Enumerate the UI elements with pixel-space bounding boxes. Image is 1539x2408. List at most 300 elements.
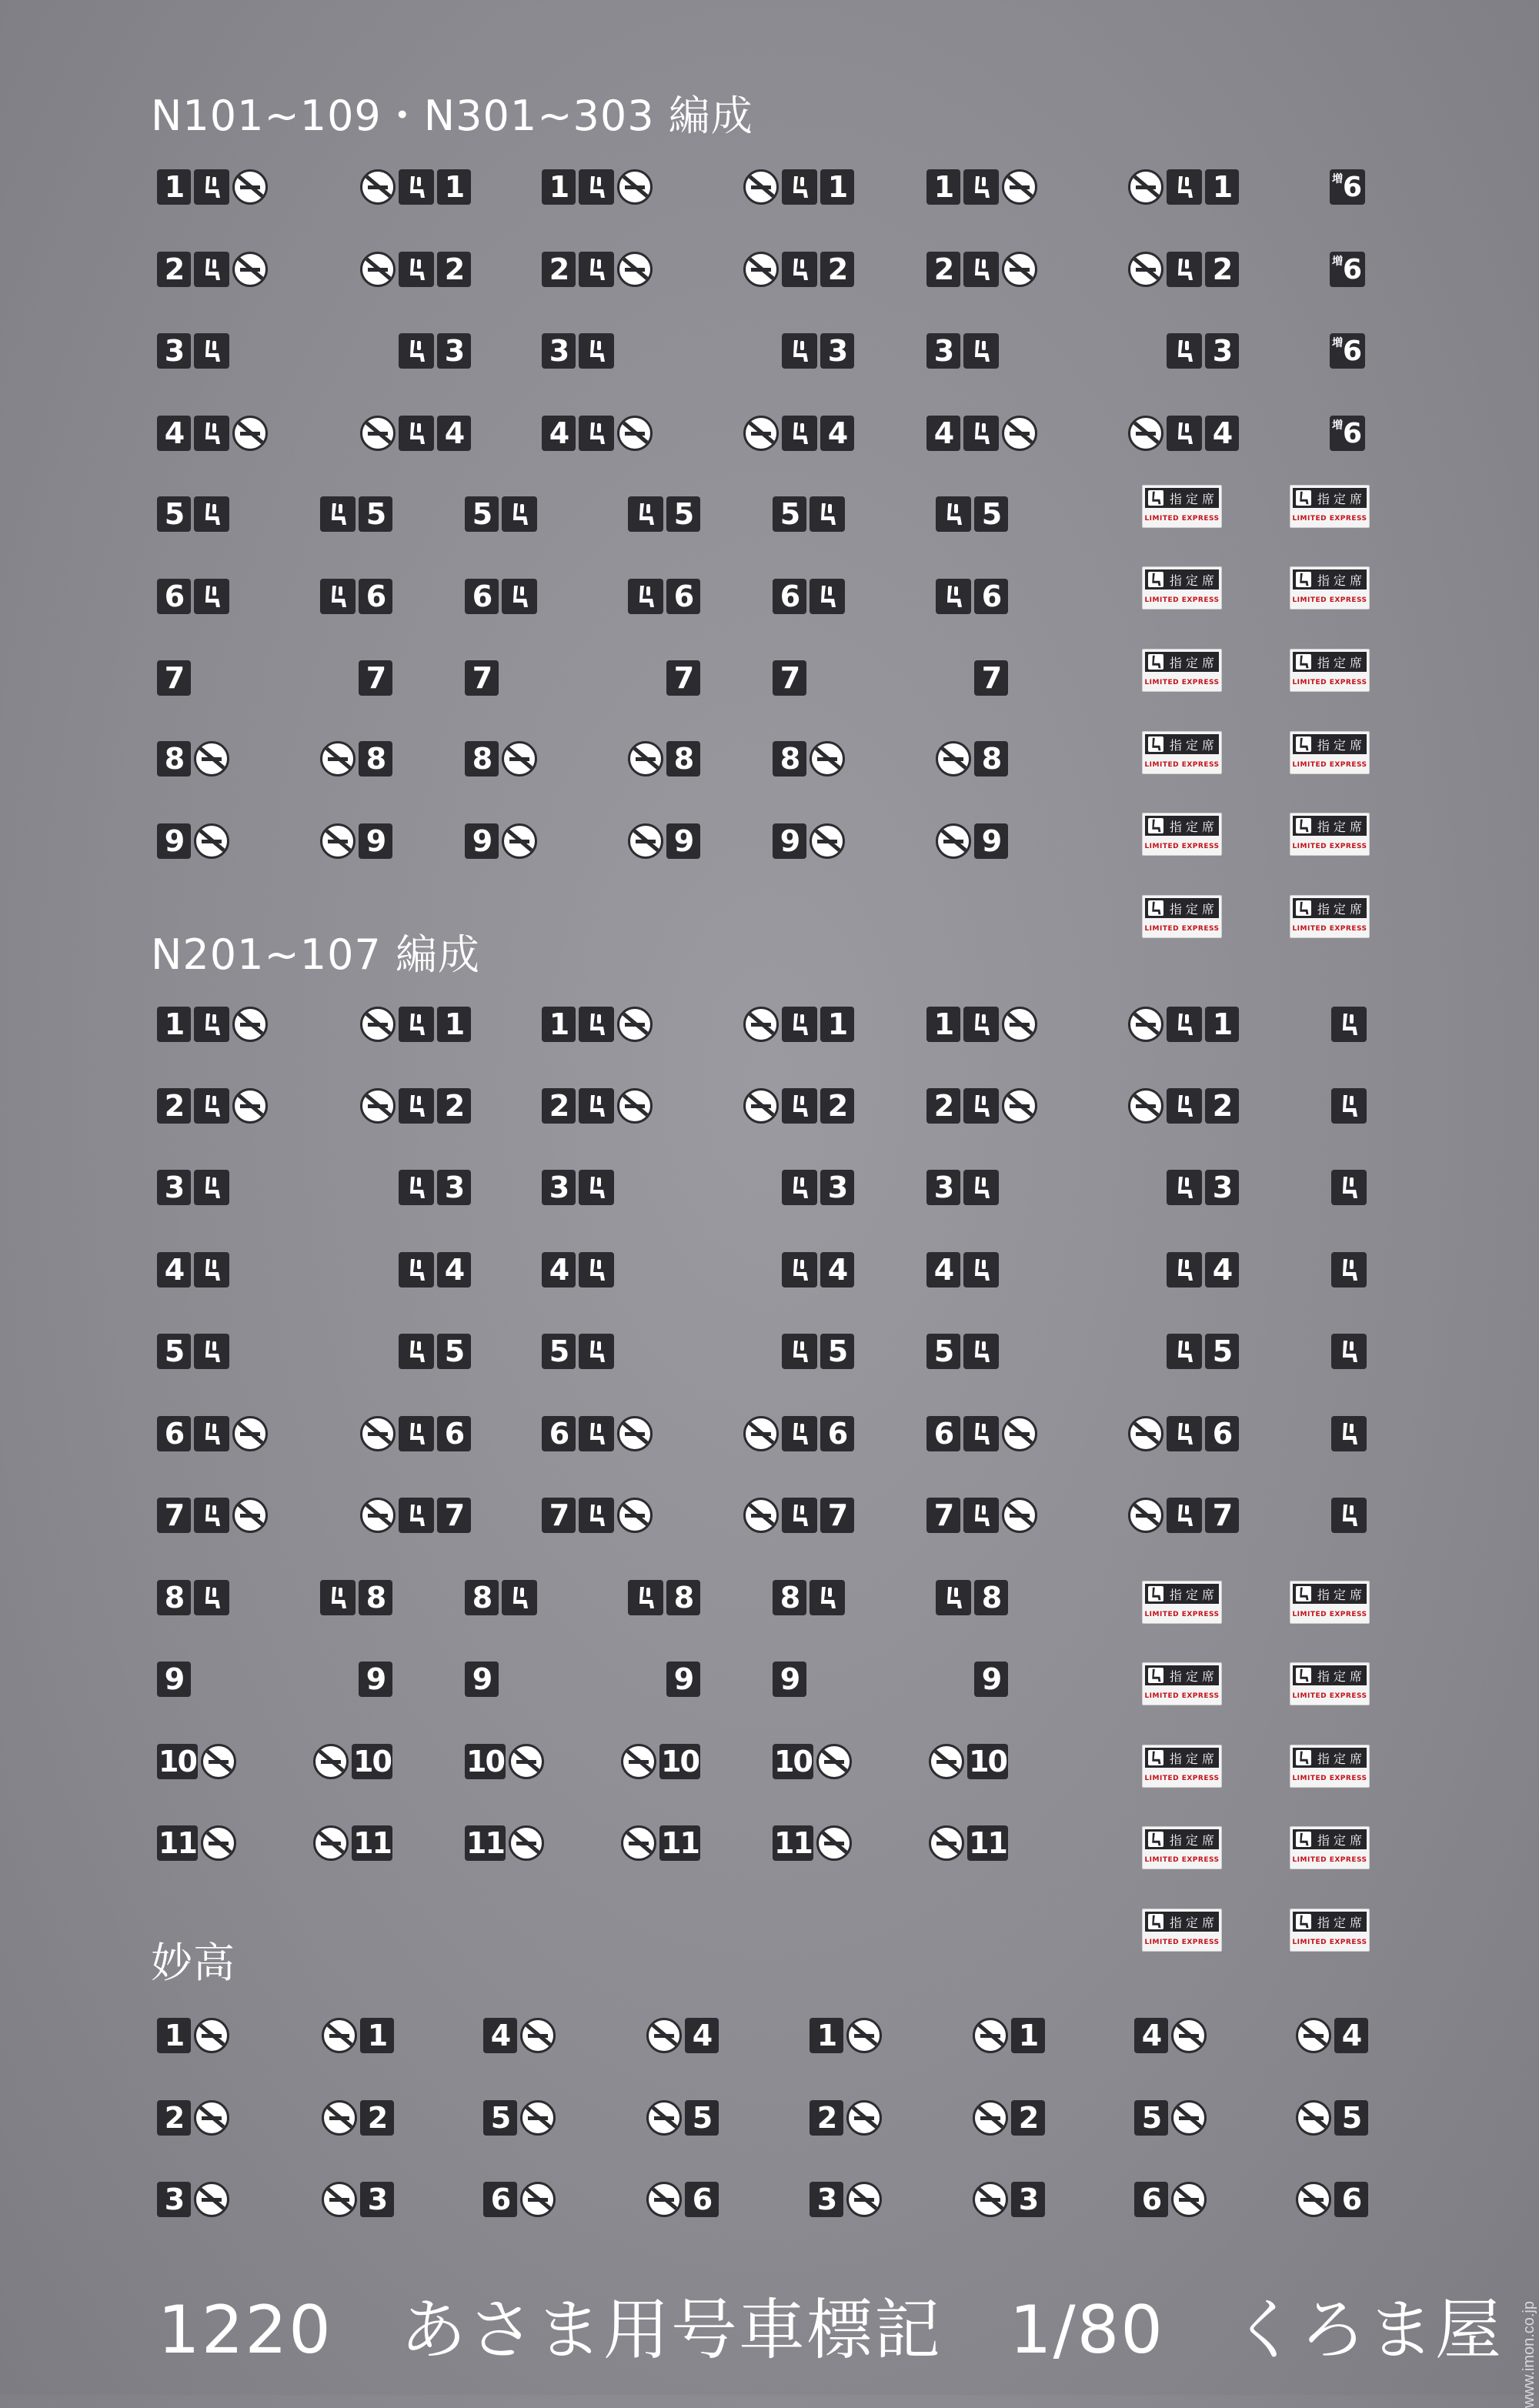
car-number-box: 6 bbox=[926, 1416, 960, 1451]
car-number-box: 4 bbox=[157, 1252, 191, 1287]
seat-icon bbox=[1148, 1668, 1163, 1683]
car-number-label bbox=[360, 416, 471, 451]
car-number-label bbox=[1167, 1170, 1239, 1205]
car-number-label bbox=[810, 2182, 882, 2217]
reserved-seat-plate bbox=[1290, 566, 1370, 610]
car-number-label bbox=[399, 1252, 471, 1287]
reserved-seat-plate bbox=[1290, 1909, 1370, 1952]
car-number-box: 1 bbox=[157, 1007, 191, 1042]
car-number-label bbox=[465, 741, 537, 777]
car-number-box: 10 bbox=[353, 1745, 391, 1778]
car-number-box: 5 bbox=[1134, 2100, 1168, 2136]
car-number-box: 5 bbox=[157, 496, 191, 532]
seat-icon bbox=[963, 1498, 999, 1533]
car-number-label bbox=[773, 660, 806, 696]
seat-icon bbox=[810, 1580, 845, 1615]
car-number-label bbox=[1128, 416, 1239, 451]
no-smoking-icon bbox=[936, 741, 971, 777]
no-smoking-icon bbox=[194, 2100, 229, 2136]
car-number-box: 4 bbox=[1134, 2018, 1168, 2053]
seat-icon bbox=[782, 1088, 817, 1124]
reserved-seat-plate bbox=[1142, 1662, 1222, 1705]
no-smoking-icon bbox=[810, 823, 845, 859]
car-number-box: 2 bbox=[926, 1088, 960, 1124]
no-smoking-icon bbox=[617, 252, 653, 287]
car-number-box: 2 bbox=[542, 252, 576, 287]
car-number-label bbox=[1296, 2100, 1368, 2136]
car-number-box: 4 bbox=[1205, 1252, 1239, 1287]
car-number-label bbox=[743, 1088, 854, 1124]
seat-icon bbox=[399, 169, 434, 205]
car-number-box: 5 bbox=[666, 496, 700, 532]
car-number-box: 6 bbox=[157, 1416, 191, 1451]
no-smoking-icon bbox=[617, 416, 653, 451]
car-number-label bbox=[157, 1007, 268, 1042]
car-number-label bbox=[542, 333, 614, 369]
no-smoking-icon bbox=[1128, 1088, 1163, 1124]
car-number-label bbox=[782, 333, 854, 369]
car-number-box: 2 bbox=[437, 252, 471, 287]
car-number-box: 3 bbox=[157, 1170, 191, 1205]
seat-icon bbox=[782, 1252, 817, 1287]
car-number-label bbox=[1134, 2100, 1207, 2136]
car-number-label bbox=[1128, 252, 1239, 287]
car-number-label bbox=[926, 1170, 999, 1205]
plate-english: LIMITED EXPRESS bbox=[1144, 843, 1220, 850]
no-smoking-icon bbox=[360, 1498, 396, 1533]
no-smoking-icon bbox=[313, 1744, 349, 1779]
no-smoking-icon bbox=[520, 2018, 556, 2053]
seat-icon bbox=[399, 1334, 434, 1369]
car-number-label bbox=[743, 1007, 854, 1042]
car-number-label bbox=[773, 1580, 845, 1615]
car-number-box: 3 bbox=[820, 1170, 854, 1205]
seat-icon bbox=[1148, 1914, 1163, 1929]
no-smoking-icon bbox=[360, 416, 396, 451]
seat-icon bbox=[502, 1580, 537, 1615]
car-number-box: 2 bbox=[926, 252, 960, 287]
plate-kanji: 指 定 席 bbox=[1317, 737, 1362, 753]
plate-english: LIMITED EXPRESS bbox=[1292, 679, 1367, 686]
car-number-box: 3 bbox=[820, 333, 854, 369]
car-number-box: 6 bbox=[685, 2182, 719, 2217]
car-number-label bbox=[1128, 1416, 1239, 1451]
car-number-label bbox=[157, 741, 229, 777]
seat-icon bbox=[963, 1334, 999, 1369]
car-number-label bbox=[973, 2182, 1045, 2217]
no-smoking-icon bbox=[810, 741, 845, 777]
no-smoking-icon bbox=[509, 1744, 544, 1779]
car-number-label bbox=[542, 1252, 614, 1287]
extension-car-mark: 増 6 bbox=[1330, 169, 1365, 205]
car-number-label bbox=[929, 1744, 1008, 1779]
car-number-label bbox=[1167, 333, 1239, 369]
car-number-box: 4 bbox=[926, 416, 960, 451]
seat-icon bbox=[579, 1416, 614, 1451]
no-smoking-icon bbox=[322, 2182, 357, 2217]
car-number-box: 1 bbox=[437, 169, 471, 205]
plate-english: LIMITED EXPRESS bbox=[1292, 1939, 1367, 1946]
no-smoking-icon bbox=[621, 1744, 656, 1779]
car-number-label bbox=[666, 660, 700, 696]
no-smoking-icon bbox=[743, 252, 779, 287]
no-smoking-icon bbox=[520, 2100, 556, 2136]
seat-icon bbox=[1167, 1088, 1202, 1124]
no-smoking-icon bbox=[1128, 1498, 1163, 1533]
seat-icon bbox=[579, 333, 614, 369]
no-smoking-icon bbox=[194, 823, 229, 859]
no-smoking-icon bbox=[360, 252, 396, 287]
reserved-seat-plate bbox=[1290, 895, 1370, 938]
car-number-box: 6 bbox=[773, 579, 806, 614]
product-footer: 1220 あさま用号車標記 1/80 くろま屋 bbox=[158, 2292, 1504, 2369]
seat-icon bbox=[1296, 1914, 1311, 1929]
seat-icon bbox=[1331, 1088, 1367, 1124]
car-number-box: 7 bbox=[666, 660, 700, 696]
car-number-box: 9 bbox=[465, 823, 499, 859]
seat-icon bbox=[1148, 1586, 1163, 1601]
car-number-label bbox=[359, 660, 392, 696]
plate-kanji: 指 定 席 bbox=[1169, 1915, 1214, 1930]
car-number-box: 8 bbox=[359, 1580, 392, 1615]
car-number-label bbox=[926, 1498, 1037, 1533]
car-number-box: 4 bbox=[1205, 416, 1239, 451]
car-number-label bbox=[542, 1416, 653, 1451]
car-number-box: 1 bbox=[1205, 1007, 1239, 1042]
car-number-label bbox=[628, 823, 700, 859]
no-smoking-icon bbox=[973, 2182, 1008, 2217]
car-number-label bbox=[157, 1498, 268, 1533]
car-number-box: 1 bbox=[157, 169, 191, 205]
car-number-box: 11 bbox=[466, 1826, 504, 1860]
no-smoking-icon bbox=[320, 823, 356, 859]
car-number-label bbox=[360, 1007, 471, 1042]
seat-icon bbox=[399, 1088, 434, 1124]
car-number-box: 6 bbox=[465, 579, 499, 614]
car-number-box: 2 bbox=[157, 2100, 191, 2136]
car-number-box: 6 bbox=[359, 579, 392, 614]
car-number-box: 3 bbox=[926, 333, 960, 369]
car-number-label bbox=[773, 823, 845, 859]
plate-english: LIMITED EXPRESS bbox=[1144, 1775, 1220, 1782]
seat-icon bbox=[782, 1334, 817, 1369]
seat-icon bbox=[1296, 572, 1311, 587]
car-number-label bbox=[926, 416, 1037, 451]
no-smoking-icon bbox=[1002, 1416, 1037, 1451]
car-number-label bbox=[1167, 1252, 1239, 1287]
plate-kanji: 指 定 席 bbox=[1317, 491, 1362, 506]
plate-kanji: 指 定 席 bbox=[1317, 655, 1362, 670]
car-number-label bbox=[926, 1334, 999, 1369]
no-smoking-icon bbox=[846, 2100, 882, 2136]
seat-icon bbox=[936, 496, 971, 532]
seat-icon bbox=[194, 169, 229, 205]
seat-icon bbox=[194, 1007, 229, 1042]
car-number-label bbox=[157, 333, 229, 369]
no-smoking-icon bbox=[743, 416, 779, 451]
plate-english: LIMITED EXPRESS bbox=[1144, 1611, 1220, 1618]
car-number-label bbox=[773, 1825, 852, 1861]
car-number-box: 8 bbox=[974, 1580, 1008, 1615]
seat-icon bbox=[936, 579, 971, 614]
plate-english: LIMITED EXPRESS bbox=[1144, 596, 1220, 604]
car-number-label bbox=[157, 1744, 236, 1779]
car-number-box: 11 bbox=[774, 1826, 812, 1860]
car-number-box: 7 bbox=[465, 660, 499, 696]
car-number-box: 6 bbox=[974, 579, 1008, 614]
car-number-box: 7 bbox=[542, 1498, 576, 1533]
seat-icon bbox=[628, 496, 663, 532]
no-smoking-icon bbox=[646, 2182, 682, 2217]
seat-icon bbox=[628, 579, 663, 614]
no-smoking-icon bbox=[936, 823, 971, 859]
no-smoking-icon bbox=[232, 1007, 268, 1042]
seat-icon bbox=[194, 1170, 229, 1205]
seat-icon bbox=[1148, 900, 1163, 916]
car-number-label bbox=[926, 333, 999, 369]
plate-english: LIMITED EXPRESS bbox=[1292, 761, 1367, 769]
car-number-label bbox=[936, 579, 1008, 614]
no-smoking-icon bbox=[1128, 169, 1163, 205]
seat-icon bbox=[782, 1498, 817, 1533]
car-number-label bbox=[157, 823, 229, 859]
car-number-box: 1 bbox=[1011, 2018, 1045, 2053]
car-number-label bbox=[973, 2100, 1045, 2136]
car-number-label bbox=[1331, 1498, 1367, 1533]
car-number-box: 2 bbox=[820, 252, 854, 287]
car-number-box: 6 bbox=[1205, 1416, 1239, 1451]
reserved-seat-plate bbox=[1142, 1745, 1222, 1788]
no-smoking-icon bbox=[232, 1498, 268, 1533]
car-number-box: 3 bbox=[1205, 333, 1239, 369]
section-title-1: N101~109・N301~303 編成 bbox=[151, 92, 753, 140]
no-smoking-icon bbox=[1002, 1007, 1037, 1042]
car-number-box: 2 bbox=[360, 2100, 394, 2136]
car-number-label bbox=[666, 1662, 700, 1697]
car-number-box: 3 bbox=[1011, 2182, 1045, 2217]
car-number-box: 9 bbox=[465, 1662, 499, 1697]
car-number-box: 7 bbox=[773, 660, 806, 696]
car-number-box: 7 bbox=[157, 660, 191, 696]
seat-icon bbox=[194, 1334, 229, 1369]
car-number-box: 5 bbox=[359, 496, 392, 532]
car-number-box: 3 bbox=[437, 333, 471, 369]
car-number-label bbox=[157, 496, 229, 532]
seat-icon bbox=[628, 1580, 663, 1615]
no-smoking-icon bbox=[360, 1088, 396, 1124]
car-number-box: 2 bbox=[810, 2100, 843, 2136]
reserved-seat-plate bbox=[1142, 485, 1222, 528]
no-smoking-icon bbox=[621, 1825, 656, 1861]
seat-icon bbox=[399, 1252, 434, 1287]
car-number-label bbox=[621, 1825, 700, 1861]
car-number-box: 11 bbox=[969, 1826, 1007, 1860]
car-number-label bbox=[782, 1252, 854, 1287]
no-smoking-icon bbox=[929, 1744, 964, 1779]
car-number-label bbox=[628, 579, 700, 614]
plate-english: LIMITED EXPRESS bbox=[1144, 1939, 1220, 1946]
car-number-label bbox=[974, 660, 1008, 696]
seat-icon bbox=[963, 252, 999, 287]
seat-icon bbox=[579, 1007, 614, 1042]
car-number-label bbox=[465, 660, 499, 696]
car-number-label bbox=[1128, 169, 1239, 205]
car-number-box: 1 bbox=[926, 1007, 960, 1042]
seat-icon bbox=[810, 496, 845, 532]
reserved-seat-plate bbox=[1290, 485, 1370, 528]
car-number-label bbox=[936, 823, 1008, 859]
no-smoking-icon bbox=[1171, 2100, 1207, 2136]
reserved-seat-plate bbox=[1290, 1826, 1370, 1869]
seat-icon bbox=[1331, 1334, 1367, 1369]
car-number-box: 1 bbox=[157, 2018, 191, 2053]
car-number-box: 7 bbox=[1205, 1498, 1239, 1533]
car-number-label bbox=[743, 1416, 854, 1451]
plate-kanji: 指 定 席 bbox=[1317, 901, 1362, 917]
seat-icon bbox=[1167, 169, 1202, 205]
car-number-box: 3 bbox=[810, 2182, 843, 2217]
car-number-label bbox=[157, 1580, 229, 1615]
no-smoking-icon bbox=[520, 2182, 556, 2217]
car-number-box: 6 bbox=[666, 579, 700, 614]
car-number-box: 1 bbox=[437, 1007, 471, 1042]
car-number-label bbox=[157, 1334, 229, 1369]
plate-kanji: 指 定 席 bbox=[1317, 1668, 1362, 1684]
seat-icon bbox=[1148, 736, 1163, 752]
plate-kanji: 指 定 席 bbox=[1317, 1587, 1362, 1602]
car-number-label bbox=[483, 2182, 556, 2217]
car-number-label bbox=[157, 1088, 268, 1124]
plate-kanji: 指 定 席 bbox=[1169, 1832, 1214, 1848]
car-number-box: 2 bbox=[1205, 252, 1239, 287]
reserved-seat-plate bbox=[1142, 895, 1222, 938]
car-number-box: 7 bbox=[820, 1498, 854, 1533]
plate-english: LIMITED EXPRESS bbox=[1144, 1856, 1220, 1864]
car-number-box: 4 bbox=[542, 416, 576, 451]
no-smoking-icon bbox=[973, 2100, 1008, 2136]
seat-icon bbox=[399, 1416, 434, 1451]
seat-icon bbox=[963, 1088, 999, 1124]
car-number-label bbox=[743, 416, 854, 451]
car-number-label bbox=[320, 1580, 392, 1615]
no-smoking-icon bbox=[816, 1744, 852, 1779]
car-number-label bbox=[973, 2018, 1045, 2053]
extension-car-mark: 増 6 bbox=[1330, 252, 1365, 287]
car-number-label bbox=[1331, 1007, 1367, 1042]
car-number-box: 6 bbox=[437, 1416, 471, 1451]
reserved-seat-plate bbox=[1290, 1581, 1370, 1624]
car-number-label bbox=[360, 252, 471, 287]
no-smoking-icon bbox=[1171, 2182, 1207, 2217]
car-number-label bbox=[320, 741, 392, 777]
car-number-box: 5 bbox=[773, 496, 806, 532]
seat-icon bbox=[1167, 416, 1202, 451]
no-smoking-icon bbox=[1128, 252, 1163, 287]
no-smoking-icon bbox=[360, 1007, 396, 1042]
seat-icon bbox=[1296, 490, 1311, 506]
seat-icon bbox=[399, 252, 434, 287]
no-smoking-icon bbox=[743, 1498, 779, 1533]
car-number-label bbox=[1330, 416, 1365, 451]
car-number-box: 10 bbox=[774, 1745, 812, 1778]
car-number-box: 1 bbox=[810, 2018, 843, 2053]
no-smoking-icon bbox=[1296, 2100, 1331, 2136]
car-number-label bbox=[542, 252, 653, 287]
seat-icon bbox=[1331, 1007, 1367, 1042]
seat-icon bbox=[1148, 1750, 1163, 1765]
car-number-label bbox=[773, 496, 845, 532]
seat-icon bbox=[1296, 1586, 1311, 1601]
seat-icon bbox=[782, 333, 817, 369]
car-number-box: 9 bbox=[974, 823, 1008, 859]
seat-icon bbox=[579, 1252, 614, 1287]
car-number-label bbox=[359, 1662, 392, 1697]
car-number-box: 9 bbox=[666, 823, 700, 859]
seat-icon bbox=[1296, 1832, 1311, 1847]
car-number-label bbox=[1330, 169, 1365, 205]
car-number-box: 6 bbox=[542, 1416, 576, 1451]
car-number-box: 5 bbox=[483, 2100, 517, 2136]
no-smoking-icon bbox=[1002, 416, 1037, 451]
no-smoking-icon bbox=[1128, 416, 1163, 451]
no-smoking-icon bbox=[743, 1007, 779, 1042]
car-number-label bbox=[399, 1334, 471, 1369]
no-smoking-icon bbox=[232, 416, 268, 451]
seat-icon bbox=[194, 1580, 229, 1615]
seat-icon bbox=[1331, 1170, 1367, 1205]
car-number-box: 2 bbox=[1011, 2100, 1045, 2136]
car-number-box: 8 bbox=[465, 1580, 499, 1615]
plate-kanji: 指 定 席 bbox=[1169, 1751, 1214, 1766]
car-number-box: 8 bbox=[666, 741, 700, 777]
no-smoking-icon bbox=[617, 1498, 653, 1533]
car-number-box: 8 bbox=[465, 741, 499, 777]
seat-icon bbox=[1148, 572, 1163, 587]
car-number-label bbox=[1296, 2182, 1368, 2217]
reserved-seat-plate bbox=[1142, 1581, 1222, 1624]
seat-icon bbox=[1167, 1498, 1202, 1533]
reserved-seat-plate bbox=[1142, 649, 1222, 692]
car-number-box: 8 bbox=[974, 741, 1008, 777]
car-number-label bbox=[157, 2018, 229, 2053]
seat-icon bbox=[963, 1252, 999, 1287]
car-number-box: 4 bbox=[437, 416, 471, 451]
plate-english: LIMITED EXPRESS bbox=[1144, 515, 1220, 523]
car-number-label bbox=[1331, 1252, 1367, 1287]
car-number-label bbox=[1296, 2018, 1368, 2053]
seat-icon bbox=[194, 416, 229, 451]
seat-icon bbox=[194, 1252, 229, 1287]
car-number-label bbox=[936, 1580, 1008, 1615]
car-number-label bbox=[157, 252, 268, 287]
car-number-box: 3 bbox=[542, 1170, 576, 1205]
seat-icon bbox=[194, 252, 229, 287]
seat-icon bbox=[963, 1007, 999, 1042]
no-smoking-icon bbox=[502, 823, 537, 859]
no-smoking-icon bbox=[1002, 169, 1037, 205]
no-smoking-icon bbox=[743, 1088, 779, 1124]
car-number-label bbox=[542, 1170, 614, 1205]
no-smoking-icon bbox=[646, 2100, 682, 2136]
seat-icon bbox=[1148, 490, 1163, 506]
car-number-box: 4 bbox=[820, 416, 854, 451]
car-number-label bbox=[542, 1498, 653, 1533]
car-number-label bbox=[322, 2182, 394, 2217]
car-number-box: 4 bbox=[820, 1252, 854, 1287]
car-number-label bbox=[157, 2182, 229, 2217]
seat-icon bbox=[1148, 818, 1163, 833]
car-number-box: 4 bbox=[157, 416, 191, 451]
